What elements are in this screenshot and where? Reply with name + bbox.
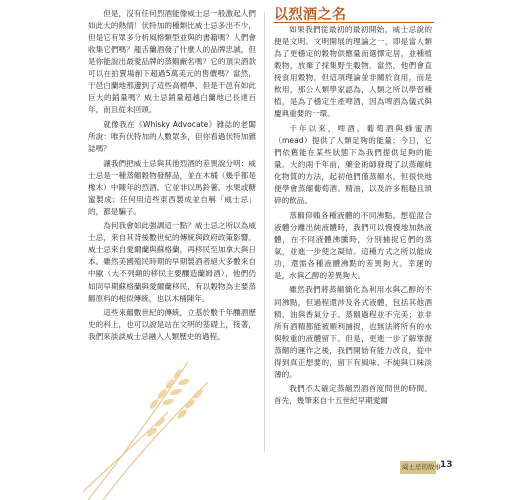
section-title: 以烈酒之名 — [274, 7, 347, 23]
paragraph: 讓我們把威士忌與其他烈酒的差異說分明：威士忌是一種蒸餾穀物發酵品，並在木桶（幾乎都是橡木）中陳年的烈酒。它並非以馬鈴薯、水果或糖蜜製成；任何用這些東西製成並自稱「威士忌」的，都是騙子。 — [88, 158, 256, 216]
wheat-illustration-icon — [78, 352, 218, 500]
paragraph: 為何我會如此強調這一點？威士忌之所以為威士忌，來自其背後數世紀的傳統與政府政策影響。威士忌來自愛爾蘭與蘇格蘭，再移民至加拿大與日本。雖然美國殖民時期的早期製酒者絕大多數來自中歐（大不列顛的移民主要釀造蘭姆酒），他們仍如同早期蘇格蘭與愛爾蘭移民，有以穀物為主要蒸餾原料的相似傳統，也以木桶陳年。 — [88, 221, 256, 303]
paragraph: 這些來蘊數世紀的傳統，立基於數千年釀酒歷史的科上，也可以說是站在文明的基礎上，接著，我們來談談威士忌融入人類歷史的過程。 — [88, 308, 256, 342]
paragraph: 如果我們從最初的最初開始，威士忌說的便是文明。文明開展的理論之一，即是當人類為了更穩定的穀物供應量而選擇定居，並種植穀物，放棄了採集野生穀物。當然，他們會直接食用穀物，但這項理論並非關於食用，而是飲用，那公人類學家認為，人類之所以學習種植，是為了穩定生產啤酒，因為啤酒為儀式與慶典重要的一環。 — [274, 25, 432, 119]
column-divider — [264, 12, 265, 452]
paragraph: 蒸餾仰賴各種液體的不同沸點。想從混合液體分離出純液體時，我們可以慢慢地加熱液體，在不同液體沸騰時，分別捕捉它們的蒸氣，並進一步使之凝結。這種方式之所以能成功，還需各種液體沸點的差異夠大。幸運的是，水與乙醇的差異夠大。 — [274, 210, 432, 280]
title-underline — [274, 22, 434, 23]
left-column — [88, 8, 256, 346]
right-column — [274, 24, 432, 410]
paragraph: 就像我在《Whisky Advocate》雜誌的老闆所說：唯有伏特加的人數眾多，但你看過伏特加雜誌嗎？ — [88, 119, 256, 154]
paragraph: 雖然我們將蒸餾簡化為利用水與乙醇的不同沸點，但過程還涉及各式液體，包括其他酒精、油與香氣分子。蒸餾過程並不完美；並非所有酒精都能被順利捕捉，也無法將所有的水與較重的液體留下。但是，更進一步了解掌握蒸餾的運作之後，我們開始有能力改良，從中得到真正想要的，留下有風味、不純與口味淡薄的。 — [274, 285, 432, 379]
paragraph: 我們不太確定蒸餾烈酒首度問世的時間。首先，幾筆來自十五世紀早期愛爾 — [274, 384, 432, 406]
paragraph: 但是，沒有任何烈酒能像威士忌一般激起人們如此大的熱情！伏特加的種類比威士忌多出不少，但是它有眾多分析風格類型並與的書籍嗎？人們會收集它們嗎？龍舌蘭酒發了什麼人的品牌忠誠，但是你能說出最愛品牌的蒸餾廠名嗎？它的頂尖酒款可以在拍賣場創下超過5萬美元的售價嗎？當然，干邑白蘭地那邊到了這些高標準，但是干邑有如此巨大的銷量嗎？威士忌銷量超越白蘭地已長達百年，而且從未回頭。 — [88, 9, 256, 115]
paragraph: 千年以來，啤酒、葡萄酒與蜂蜜酒（mead）提供了人類足夠的能量；今日，它們依舊能在某些狀態下為我們提供足夠的能量。大約兩千年前，藥金術師發現了以蒸餾純化物質的方法，起初他們僅蒸餾水，但很快地便學會蒸餾葡萄酒、精油，以及許多粗糙且瑣碎的飲品。 — [274, 123, 432, 206]
page-number: 13 — [440, 460, 453, 470]
footer-label: 威士忌的故事 — [402, 463, 441, 471]
